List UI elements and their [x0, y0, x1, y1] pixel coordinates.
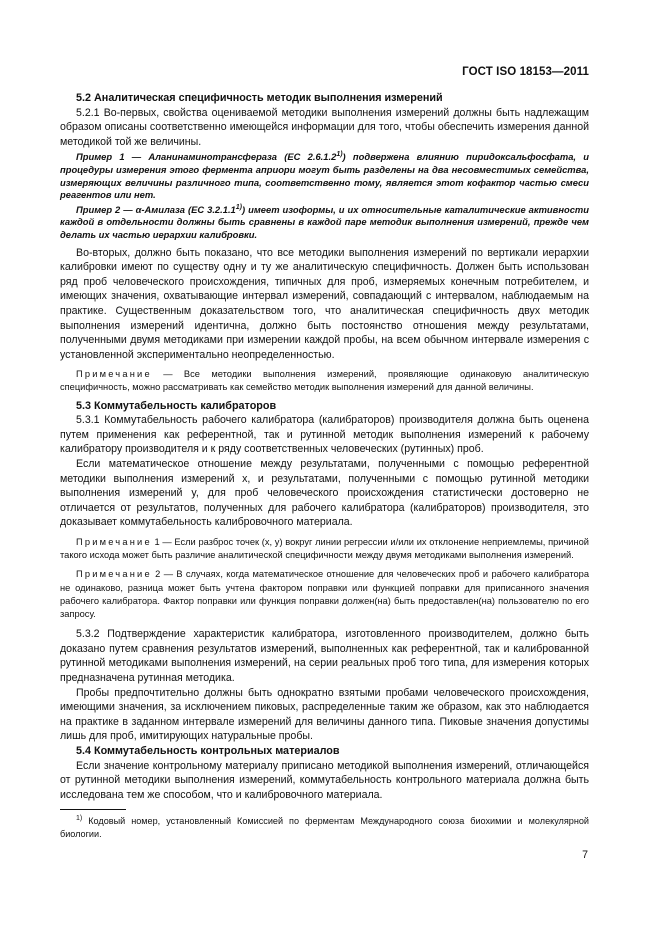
paragraph-math-relation: Если математическое отношение между результатами, полученными с помощью референтной методики выполнения измерений x, и результатами, полученными с помощью рутинной методики выполнения измерений y, для проб человеческого происхождения статистически достоверно не отличается от результатов, полученных для рабочего калибратора (калибраторов) производителя, это доказывает коммутабельность калибровочного материала. — [60, 458, 589, 529]
paragraph-5-4: Если значение контрольному материалу приписано методикой выполнения измерений, отличающейся от рутинной методики выполнения измерений, коммутабельность контрольного материала должна быть исследована тем же способом, что и калибровочного материала. — [60, 759, 589, 801]
standard-header: ГОСТ ISO 18153—2011 — [462, 66, 589, 78]
note-label: Примечание — [76, 569, 152, 580]
note-5-2 — [60, 368, 589, 394]
paragraph-5-2-1: 5.2.1 Во-первых, свойства оцениваемой методики выполнения измерений должны быть надлежащим образом описаны соответственно имеющейся информации для того, чтобы обеспечить измерения данной методикой той же величины. — [60, 106, 589, 148]
section-heading-5-4: 5.4 Коммутабельность контрольных материалов — [76, 745, 340, 757]
paragraph-5-3-2: 5.3.2 Подтверждение характеристик калибратора, изготовленного производителем, должно быть доказано путем сравнения результатов измерений, выполненных как референтной, так и калиброванной рутинной методиками выполнения измерений, на серии реальных проб того типа, для измерения которых предназначена рутинная методика. — [60, 628, 589, 685]
main-content — [60, 91, 589, 802]
note-label: Примечание — [76, 369, 152, 380]
note-text: — Все методики выполнения измерений, проявляющие одинаковую аналитическую специфичность, можно рассматривать как семейство методик выполнения измерений для данной величины. — [60, 369, 589, 393]
example-1-end: ) подвержена влиянию пиридоксальфосфата, и процедуры измерения этого фермента априори могут быть разделены на два несовместимых семейства, измеряющих величины различного типа, соответственно тому, является этот кофактор частью смеси реагентов или нет. — [60, 151, 589, 201]
footnote-text: Кодовый номер, установленный Комиссией по ферментам Международного союза биохимии и молекулярной биологии. — [60, 816, 589, 840]
note-text: 2 — В случаях, когда математическое отношение для человеческих проб и рабочего калибратора не одинаково, разница может быть учтена фактором поправки или функцией поправки для приписанного значения рабочего калибратора. Фактор поправки или функция поправки должен(на) быть предоставлен(на) пользователю по его запросу. — [60, 569, 589, 620]
paragraph-samples: Пробы предпочтительно должны быть однократно взятыми пробами человеческого происхождения, имеющими значения, за исключением пиковых, распределенные таким же образом, как это наблюдается на практике в заданном интервале измерений для величины данного типа. Пиковые значения допустимы лишь для проб, имитирующих натуральные пробы. — [60, 686, 589, 743]
example-1 — [60, 151, 589, 201]
note-text: 1 — Если разброс точек (x, y) вокруг линии регрессии и/или их отклонение неприемлемы, причиной такого исхода может быть различие аналитической специфичности между двумя методиками выполнения измерений. — [60, 537, 589, 561]
section-heading-5-3: 5.3 Коммутабельность калибраторов — [76, 399, 277, 412]
footnote-divider — [60, 809, 126, 810]
example-2-end: ) имеет изоформы, и их относительные каталитические активности каждой в отдельности должны быть сравнены в каждой паре методик выполнения измерений, прежде чем делать их частью иерархии калибровки. — [60, 203, 589, 240]
page-number: 7 — [582, 849, 588, 861]
footnote-mark: 1) — [76, 814, 83, 822]
note-5-3-2 — [60, 568, 589, 621]
footnote — [60, 815, 589, 842]
note-label: Примечание — [76, 537, 152, 548]
example-1-start: Пример 1 — Аланинаминотрансфераза (ЕС 2.6.1.2 — [76, 151, 337, 163]
note-5-3-1 — [60, 536, 589, 562]
footnote-ref: 1) — [235, 203, 243, 211]
paragraph-5-3-1: 5.3.1 Коммутабельность рабочего калибратора (калибраторов) производителя должна быть оценена путем применения как референтной, так и рутинной методик выполнения измерений к рабочему калибратору производителя и к ряду соответственных человеческих (рутинных) проб. — [60, 414, 589, 456]
paragraph-second: Во-вторых, должно быть показано, что все методики выполнения измерений по вертикали иерархии калибровки имеют по существу одну и ту же аналитическую специфичность. Должен быть использован ряд проб человеческого происхождения, типичных для проб, измеряемых конечным потребителем, и имеющих значения, охватывающие интервал измерений, совпадающий с интервалом, наблюдаемым на практике. Существенным доказательством того, что аналитическая специфичность двух методик выполнения измерений идентична, должно быть постоянство отношения между результатами, полученными двумя методиками при измерении каждой пробы, на всем обычном интервале измерения с установленной экспериментально неопределенностью. — [60, 246, 589, 361]
section-heading-5-2: 5.2 Аналитическая специфичность методик выполнения измерений — [76, 92, 443, 104]
footnote-ref: 1) — [336, 151, 343, 159]
example-2-start: Пример 2 — α-Амилаза (ЕС 3.2.1.1 — [76, 203, 236, 215]
example-2 — [60, 204, 589, 242]
